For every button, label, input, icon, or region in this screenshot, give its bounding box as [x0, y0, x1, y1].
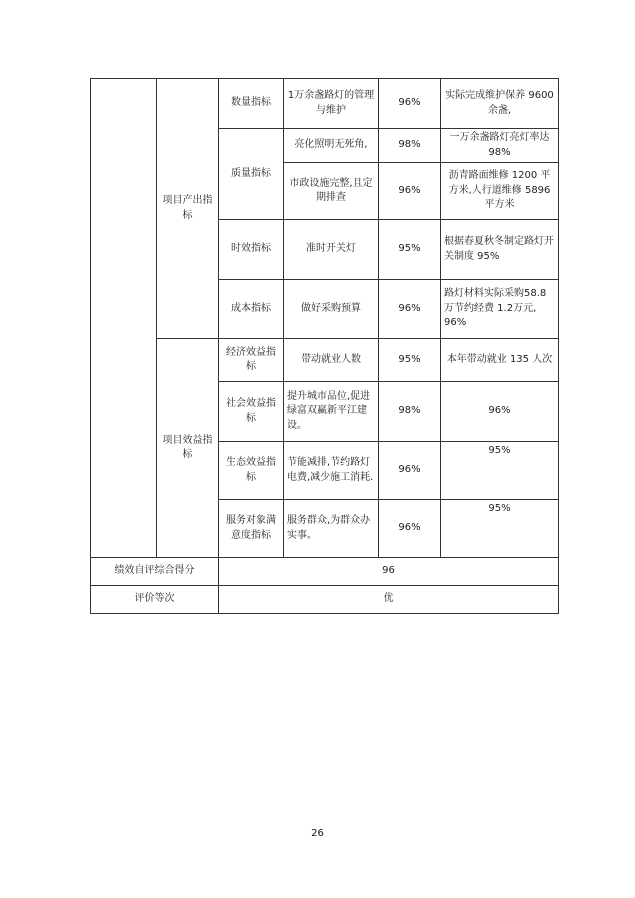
- score-value: 98%: [398, 139, 421, 151]
- actual-cell: [441, 382, 559, 442]
- actual-cell: [441, 220, 559, 280]
- actual-text: 95%: [488, 503, 511, 514]
- grade-value: 优: [383, 593, 394, 605]
- target-cell: [284, 220, 379, 280]
- indicator-cell: [219, 280, 284, 339]
- score-cell: [379, 500, 441, 558]
- score-value: 96%: [398, 97, 421, 109]
- target-cell: [284, 382, 379, 442]
- score-cell: [379, 339, 441, 382]
- page-number: 26: [311, 828, 324, 839]
- score-cell: [379, 79, 441, 129]
- actual-cell: [441, 339, 559, 382]
- total-score-value: 96: [382, 565, 395, 577]
- target-cell: [284, 129, 379, 163]
- target-text: 市政设施完整,且定期排查: [289, 177, 373, 203]
- indicator-cell: [219, 79, 284, 129]
- score-cell: [379, 129, 441, 163]
- indicator-label: 数量指标: [231, 97, 271, 109]
- target-text: 1万余盏路灯的管理与维护: [287, 90, 375, 116]
- total-score-value-cell: [219, 558, 559, 586]
- target-text: 做好采购预算: [301, 302, 361, 314]
- score-value: 96%: [398, 464, 421, 476]
- actual-text: 本年带动就业 135 人次: [446, 353, 553, 365]
- actual-cell: [441, 163, 559, 220]
- actual-cell: [441, 280, 559, 339]
- score-value: 96%: [398, 522, 421, 534]
- actual-cell: [441, 129, 559, 163]
- score-value: 96%: [398, 302, 421, 314]
- score-value: 95%: [398, 353, 421, 365]
- score-cell: [379, 280, 441, 339]
- target-cell: [284, 442, 379, 500]
- score-cell: [379, 163, 441, 220]
- indicator-label: 成本指标: [231, 302, 271, 314]
- total-score-label: 绩效自评综合得分: [114, 565, 195, 577]
- score-value: 98%: [398, 405, 421, 417]
- indicator-cell: [219, 339, 284, 382]
- target-text: 节能减排,节约路灯电费,减少施工消耗.: [287, 457, 374, 483]
- score-cell: [379, 382, 441, 442]
- target-text: 亮化照明无死角,: [294, 139, 368, 151]
- actual-text: 沥青路面维修 1200 平方米,人行道维修 5896 平方米: [448, 170, 551, 211]
- actual-text: 95%: [488, 445, 511, 456]
- actual-text: 96%: [488, 405, 511, 417]
- indicator-label: 生态效益指标: [226, 457, 276, 483]
- indicator-cell: [219, 220, 284, 280]
- performance-table: [90, 78, 559, 614]
- actual-cell: [441, 500, 559, 558]
- target-text: 提升城市品位,促进绿富双赢新平江建设。: [287, 390, 371, 431]
- total-score-row: [91, 558, 559, 586]
- indicator-cell: [219, 500, 284, 558]
- grade-value-cell: [219, 586, 559, 614]
- actual-text: 一万余盏路灯亮灯率达 98%: [449, 132, 550, 158]
- target-text: 带动就业人数: [301, 353, 361, 365]
- indicator-cell: [219, 129, 284, 220]
- actual-text: 路灯材料实际采购58.8万节约经费 1.2万元, 96%: [444, 288, 547, 329]
- table-row: [91, 79, 559, 129]
- target-text: 服务群众,为群众办实事。: [287, 515, 371, 541]
- actual-cell: [441, 79, 559, 129]
- score-cell: [379, 220, 441, 280]
- score-value: 95%: [398, 243, 421, 255]
- indicator-label: 社会效益指标: [226, 398, 276, 424]
- output-category-label: 项目产出指标: [162, 195, 213, 221]
- indicator-label: 质量指标: [231, 167, 271, 179]
- grade-row: [91, 586, 559, 614]
- indicator-label: 服务对象满意度指标: [226, 515, 276, 541]
- score-cell: [379, 442, 441, 500]
- target-cell: [284, 79, 379, 129]
- target-cell: [284, 500, 379, 558]
- total-score-label-cell: [91, 558, 219, 586]
- actual-cell: [441, 442, 559, 500]
- target-cell: [284, 280, 379, 339]
- benefit-category-cell: [157, 339, 219, 558]
- actual-text: 根据春夏秋冬制定路灯开关制度 95%: [444, 236, 554, 262]
- score-value: 96%: [398, 184, 421, 196]
- indicator-label: 经济效益指标: [226, 346, 276, 372]
- grade-label-cell: [91, 586, 219, 614]
- target-cell: [284, 339, 379, 382]
- table-row: [91, 339, 559, 382]
- blank-category-cell: [91, 79, 157, 558]
- target-text: 准时开关灯: [306, 243, 356, 255]
- indicator-cell: [219, 382, 284, 442]
- target-cell: [284, 163, 379, 220]
- indicator-cell: [219, 442, 284, 500]
- indicator-label: 时效指标: [231, 243, 271, 255]
- actual-text: 实际完成维护保养 9600 余盏,: [445, 90, 554, 116]
- benefit-category-label: 项目效益指标: [162, 434, 213, 460]
- output-category-cell: [157, 79, 219, 339]
- grade-label: 评价等次: [134, 593, 175, 605]
